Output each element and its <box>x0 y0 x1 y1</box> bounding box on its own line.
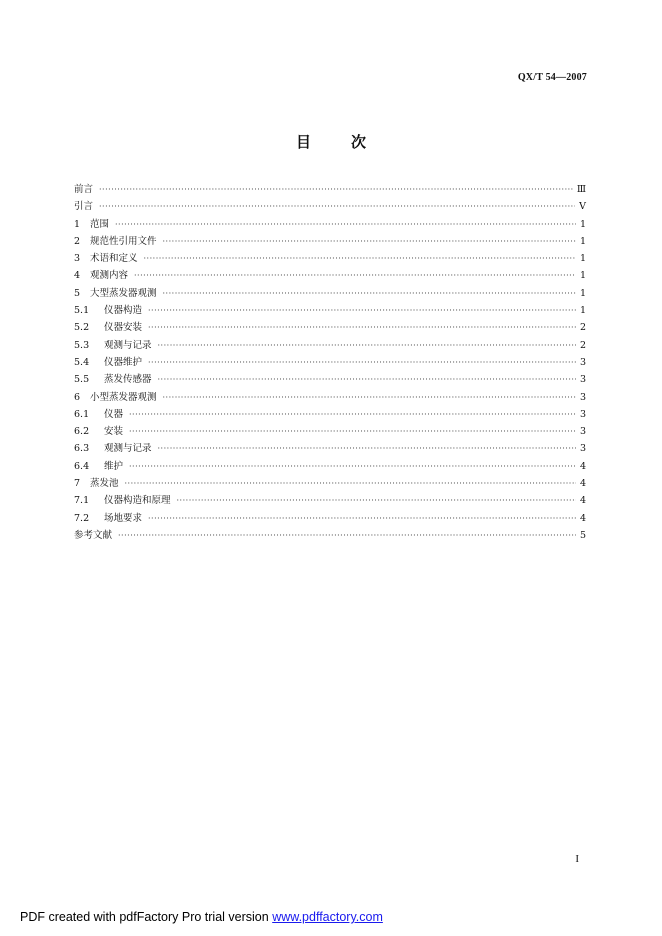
toc-entry[interactable] <box>74 510 586 527</box>
toc-entry[interactable] <box>74 302 586 319</box>
toc-entry-page: 1 <box>579 235 586 247</box>
toc-leader-dots <box>158 444 576 453</box>
toc-entry-page: 3 <box>579 426 586 438</box>
toc-entry-label: 观测与记录 <box>104 443 152 455</box>
toc-entry-page: Ⅲ <box>576 184 586 195</box>
toc-entry[interactable] <box>74 250 586 267</box>
table-of-contents <box>74 181 586 544</box>
toc-leader-dots <box>148 514 576 523</box>
page-number: I <box>575 853 579 865</box>
toc-entry-number: 3 <box>74 253 81 265</box>
toc-entry-number: 5.5 <box>74 374 90 386</box>
toc-entry[interactable] <box>74 475 586 492</box>
toc-entry-number: 6.3 <box>74 443 90 455</box>
toc-leader-dots <box>148 306 576 315</box>
toc-entry[interactable] <box>74 354 586 371</box>
toc-entry-page: 3 <box>579 443 586 455</box>
toc-entry[interactable] <box>74 181 586 198</box>
toc-leader-dots <box>129 410 576 419</box>
toc-entry-page: 3 <box>579 391 586 403</box>
toc-leader-dots <box>163 393 576 402</box>
toc-entry-number: 7 <box>74 478 81 490</box>
toc-entry-label: 大型蒸发器观测 <box>90 287 157 299</box>
document-code: QX/T 54—2007 <box>517 72 587 83</box>
toc-entry-page: 1 <box>579 270 586 282</box>
toc-entry[interactable] <box>74 492 586 509</box>
toc-title-char-2: 次 <box>351 133 367 151</box>
toc-leader-dots <box>177 496 576 505</box>
toc-entry[interactable] <box>74 233 586 250</box>
toc-entry-number: 6 <box>74 391 81 403</box>
toc-entry-label: 前言 <box>74 184 94 195</box>
toc-entry-number: 4 <box>74 270 81 282</box>
toc-entry-label: 观测与记录 <box>104 339 152 351</box>
toc-title-char-1: 目 <box>295 133 311 151</box>
toc-entry-page: 1 <box>579 287 586 299</box>
toc-entry-number: 6.1 <box>74 408 90 420</box>
toc-entry-page: 4 <box>579 512 586 524</box>
toc-entry-number: 6.2 <box>74 426 90 438</box>
toc-leader-dots <box>115 220 576 229</box>
toc-entry-label: 蒸发传感器 <box>104 374 152 386</box>
toc-entry[interactable] <box>74 216 586 233</box>
toc-leader-dots <box>99 202 575 211</box>
pdf-watermark <box>20 910 383 924</box>
toc-entry-number: 7.2 <box>74 512 90 524</box>
toc-entry-label: 参考文献 <box>74 529 113 541</box>
toc-entry-number: 1 <box>74 218 81 230</box>
toc-entry-page: 3 <box>579 374 586 386</box>
toc-entry-label: 仪器 <box>104 408 124 420</box>
toc-entry-label: 仪器维护 <box>104 356 143 368</box>
toc-entry-page: 1 <box>579 253 586 265</box>
toc-entry-label: 安装 <box>104 426 124 438</box>
toc-entry-label: 规范性引用文件 <box>90 235 157 247</box>
toc-leader-dots <box>134 271 576 280</box>
toc-entry[interactable] <box>74 319 586 336</box>
toc-entry-label: 维护 <box>104 460 124 472</box>
toc-entry-number: 5.2 <box>74 322 90 334</box>
toc-entry-number: 5.1 <box>74 305 90 317</box>
toc-leader-dots <box>163 237 576 246</box>
toc-entry[interactable] <box>74 337 586 354</box>
toc-leader-dots <box>118 531 576 540</box>
toc-entry[interactable] <box>74 389 586 406</box>
toc-leader-dots <box>158 375 576 384</box>
toc-entry-page: 2 <box>579 322 586 334</box>
toc-entry[interactable] <box>74 198 586 215</box>
toc-entry-number: 5.4 <box>74 356 90 368</box>
toc-entry-number: 2 <box>74 235 81 247</box>
toc-entry-number: 6.4 <box>74 460 90 472</box>
toc-entry-page: 4 <box>579 478 586 490</box>
toc-leader-dots <box>129 462 576 471</box>
toc-entry-page: Ⅴ <box>579 201 586 213</box>
toc-entry[interactable] <box>74 406 586 423</box>
toc-entry-page: 4 <box>579 460 586 472</box>
watermark-link[interactable]: www.pdffactory.com <box>272 910 383 924</box>
toc-entry-page: 2 <box>579 339 586 351</box>
toc-entry[interactable] <box>74 371 586 388</box>
toc-entry[interactable] <box>74 267 586 284</box>
toc-entry-number: 7.1 <box>74 495 90 507</box>
toc-entry-page: 1 <box>579 218 586 230</box>
toc-entry[interactable] <box>74 285 586 302</box>
toc-entry-label: 仪器构造 <box>104 305 143 317</box>
toc-entry[interactable] <box>74 423 586 440</box>
watermark-text: PDF created with pdfFactory Pro trial version <box>20 910 273 924</box>
toc-entry-label: 仪器安装 <box>104 322 143 334</box>
toc-leader-dots <box>125 479 576 488</box>
toc-entry-page: 5 <box>579 529 586 541</box>
toc-entry-number: 5 <box>74 287 81 299</box>
toc-entry[interactable] <box>74 458 586 475</box>
toc-entry-page: 4 <box>579 495 586 507</box>
toc-leader-dots <box>163 289 576 298</box>
toc-title <box>0 131 662 152</box>
toc-entry-page: 1 <box>579 305 586 317</box>
toc-leader-dots <box>148 358 576 367</box>
toc-leader-dots <box>158 341 576 350</box>
toc-leader-dots <box>144 254 576 263</box>
toc-entry[interactable] <box>74 440 586 457</box>
toc-entry-page: 3 <box>579 408 586 420</box>
toc-entry-label: 引言 <box>74 201 94 213</box>
toc-entry-label: 范围 <box>90 218 110 230</box>
toc-entry[interactable] <box>74 527 586 544</box>
toc-entry-page: 3 <box>579 356 586 368</box>
toc-entry-label: 小型蒸发器观测 <box>90 391 157 403</box>
toc-entry-number: 5.3 <box>74 339 90 351</box>
toc-entry-label: 术语和定义 <box>90 253 138 265</box>
toc-entry-label: 仪器构造和原理 <box>104 495 171 507</box>
toc-leader-dots <box>129 427 576 436</box>
toc-entry-label: 蒸发池 <box>90 478 119 490</box>
toc-entry-label: 场地要求 <box>104 512 143 524</box>
toc-entry-label: 观测内容 <box>90 270 129 282</box>
toc-leader-dots <box>148 323 576 332</box>
toc-leader-dots <box>99 185 573 194</box>
